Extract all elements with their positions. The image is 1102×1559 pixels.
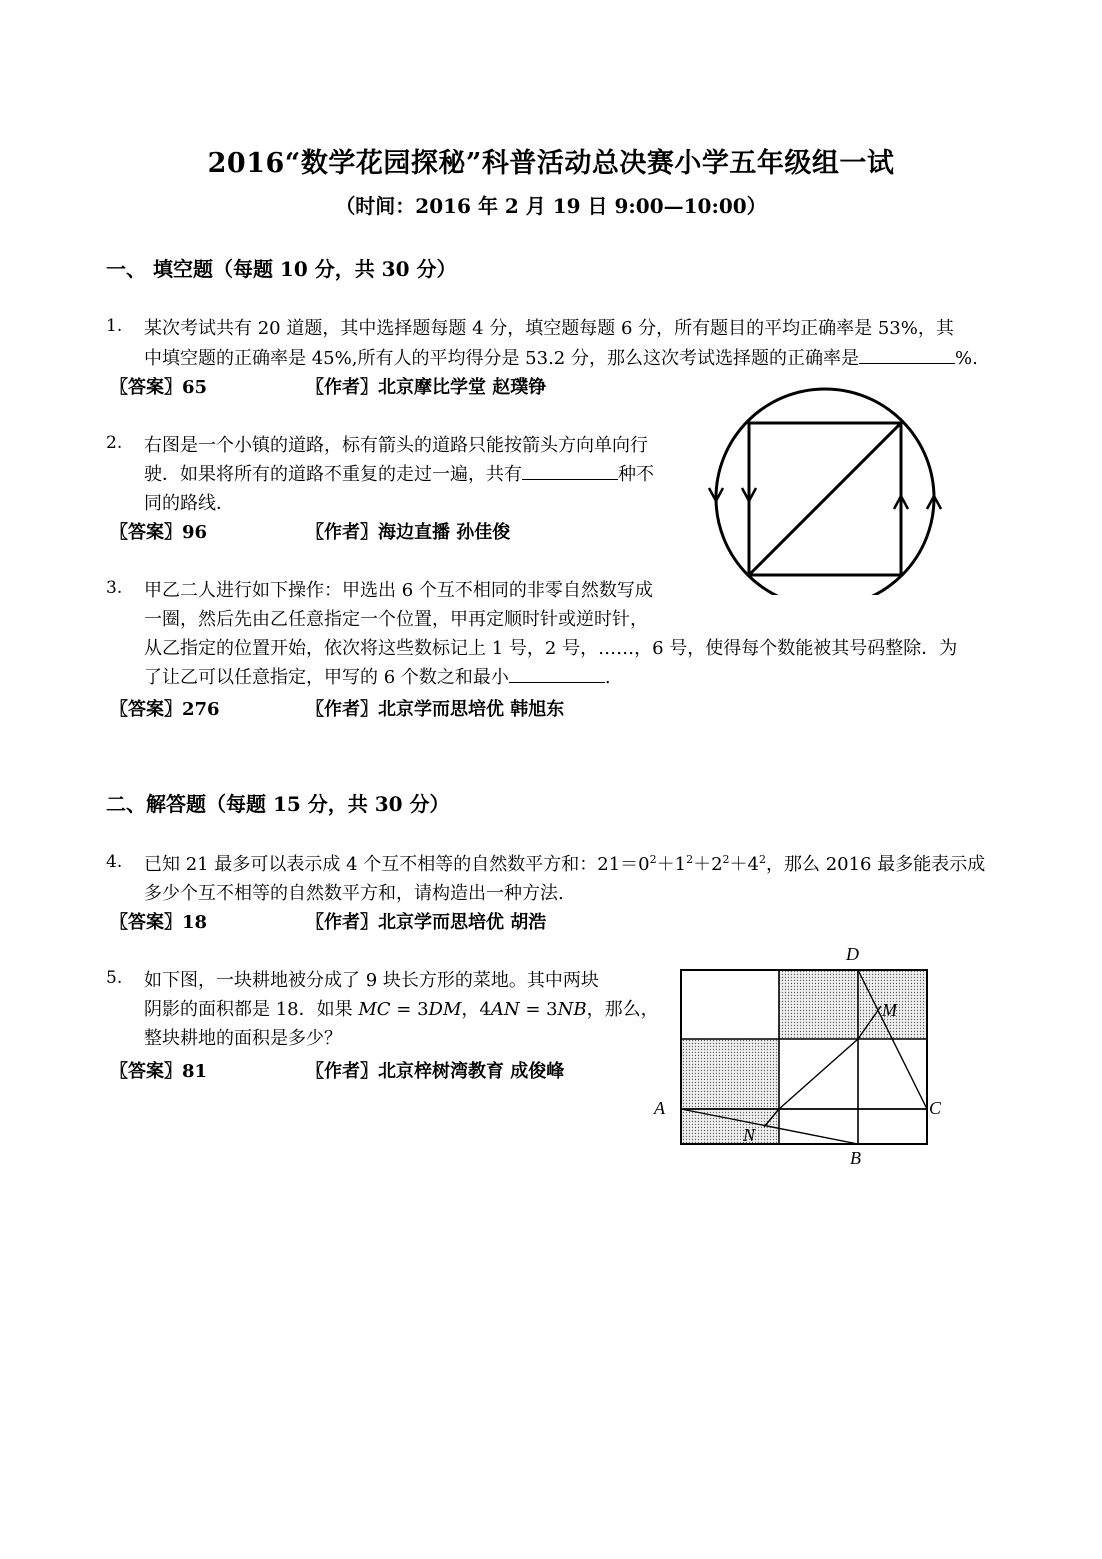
section-heading-fill-in: 一、 填空题（每题 10 分，共 30 分）: [106, 257, 457, 281]
plus-sign: ＋: [656, 854, 675, 875]
math-op: ，4: [461, 999, 491, 1020]
shaded-plot-top: [779, 970, 927, 1039]
answer-value: 65: [182, 377, 208, 398]
answer-blank: [509, 664, 605, 683]
question-text-part: 已知 21 最多可以表示成 4 个互不相等的自然数平方和：21＝0: [144, 854, 650, 875]
square-base: 4: [747, 854, 759, 875]
question-text-part: ，那么 2016 最多能表示成: [765, 854, 986, 875]
question-text-part: 了让乙可以任意指定，甲写的 6 个数之和最小: [144, 667, 509, 688]
question-number: 5.: [106, 968, 123, 988]
diagonal-road: [749, 423, 901, 575]
shaded-plot-left: [681, 1039, 779, 1144]
question-text: [144, 344, 978, 370]
plus-sign: ＋: [693, 854, 712, 875]
question-number: 4.: [106, 852, 123, 872]
road-network-diagram: [700, 385, 950, 595]
question-number: 2.: [106, 433, 123, 453]
answer-line: [110, 518, 207, 544]
math-op: = 3: [519, 999, 558, 1020]
question-text-part: 中填空题的正确率是 45%,所有人的平均得分是 53.2 分，那么这次考试选择题的正确率是: [144, 348, 859, 369]
question-text: [144, 663, 611, 689]
author-line: [306, 695, 564, 721]
author-name: 北京学而思培优 胡浩: [378, 912, 547, 933]
square-base: 2: [711, 854, 723, 875]
question-text-part: 种不: [618, 464, 654, 485]
question-text: 如下图，一块耕地被分成了 9 块长方形的菜地。其中两块: [144, 970, 599, 991]
author-label: 〖作者〗: [306, 912, 378, 933]
label-n: N: [743, 1125, 756, 1145]
answer-value: 18: [182, 912, 208, 933]
page-title: 2016“数学花园探秘”科普活动总决赛小学五年级组一试: [207, 148, 895, 179]
exponent: 2: [649, 853, 657, 866]
question-text: 整块耕地的面积是多少？: [144, 1028, 342, 1049]
author-name: 北京摩比学堂 赵璞铮: [378, 377, 547, 398]
answer-line: [110, 373, 207, 399]
label-b: B: [850, 1148, 861, 1168]
label-a: A: [654, 1098, 665, 1118]
exponent: 2: [758, 853, 766, 866]
exam-time: （时间：2016 年 2 月 19 日 9:00—10:00）: [335, 194, 767, 218]
answer-label: 〖答案〗: [110, 699, 182, 720]
answer-label: 〖答案〗: [110, 912, 182, 933]
answer-label: 〖答案〗: [110, 522, 182, 543]
answer-value: 96: [182, 522, 208, 543]
question-text-part: ，那么，: [586, 999, 659, 1020]
field-grid-diagram: [640, 940, 960, 1175]
question-number: 1.: [106, 316, 123, 336]
answer-line: [110, 695, 220, 721]
question-text-part: 驶．如果将所有的道路不重复的走过一遍，共有: [144, 464, 522, 485]
label-c: C: [929, 1098, 942, 1118]
exponent: 2: [722, 853, 730, 866]
exponent: 2: [686, 853, 694, 866]
question-text: 甲乙二人进行如下操作：甲选出 6 个互不相同的非零自然数写成: [144, 580, 653, 601]
question-text: 某次考试共有 20 道题，其中选择题每题 4 分，填空题每题 6 分，所有题目的平均正确率是 53%，其: [144, 318, 954, 339]
question-text: 多少个互不相等的自然数平方和，请构造出一种方法.: [144, 883, 564, 904]
question-text-part: %.: [954, 348, 978, 369]
author-name: 海边直播 孙佳俊: [378, 522, 511, 543]
label-m: M: [882, 1000, 897, 1020]
math-var: AN: [490, 999, 520, 1020]
math-var: DM: [428, 999, 462, 1020]
answer-value: 276: [182, 699, 220, 720]
answer-label: 〖答案〗: [110, 1061, 182, 1082]
question-text: 同的路线．: [144, 493, 234, 514]
question-number: 3.: [106, 578, 123, 598]
question-text: [144, 995, 659, 1021]
math-var: MC: [358, 999, 391, 1020]
answer-blank: [522, 461, 618, 480]
author-label: 〖作者〗: [306, 699, 378, 720]
answer-line: [110, 908, 207, 934]
question-text: 从乙指定的位置开始，依次将这些数标记上 1 号，2 号，……，6 号，使得每个数能被其号码整除．为: [144, 638, 958, 659]
section-heading-solve: 二、解答题（每题 15 分，共 30 分）: [106, 792, 450, 816]
author-name: 北京梓树湾教育 成俊峰: [378, 1061, 565, 1082]
question-text-part: 阴影的面积都是 18．如果: [144, 999, 353, 1020]
author-name: 北京学而思培优 韩旭东: [378, 699, 565, 720]
question-text: 一圈，然后先由乙任意指定一个位置，甲再定顺时针或逆时针，: [144, 609, 648, 630]
square-base: 1: [674, 854, 687, 875]
question-text: 右图是一个小镇的道路，标有箭头的道路只能按箭头方向单向行: [144, 435, 648, 456]
question-text: [144, 460, 654, 486]
plus-sign: ＋: [729, 854, 748, 875]
author-line: [306, 1057, 564, 1083]
author-label: 〖作者〗: [306, 1061, 378, 1082]
label-d: D: [846, 944, 859, 964]
answer-value: 81: [182, 1061, 208, 1082]
author-label: 〖作者〗: [306, 377, 378, 398]
segment-diagonal: [779, 1039, 858, 1109]
answer-blank: [859, 345, 955, 364]
author-label: 〖作者〗: [306, 522, 378, 543]
answer-line: [110, 1057, 207, 1083]
math-var: NB: [557, 999, 587, 1020]
answer-label: 〖答案〗: [110, 377, 182, 398]
question-text: [144, 850, 985, 876]
author-line: [306, 908, 546, 934]
math-op: = 3: [390, 999, 429, 1020]
author-line: [306, 518, 510, 544]
question-text-part: .: [604, 667, 611, 688]
author-line: [306, 373, 546, 399]
